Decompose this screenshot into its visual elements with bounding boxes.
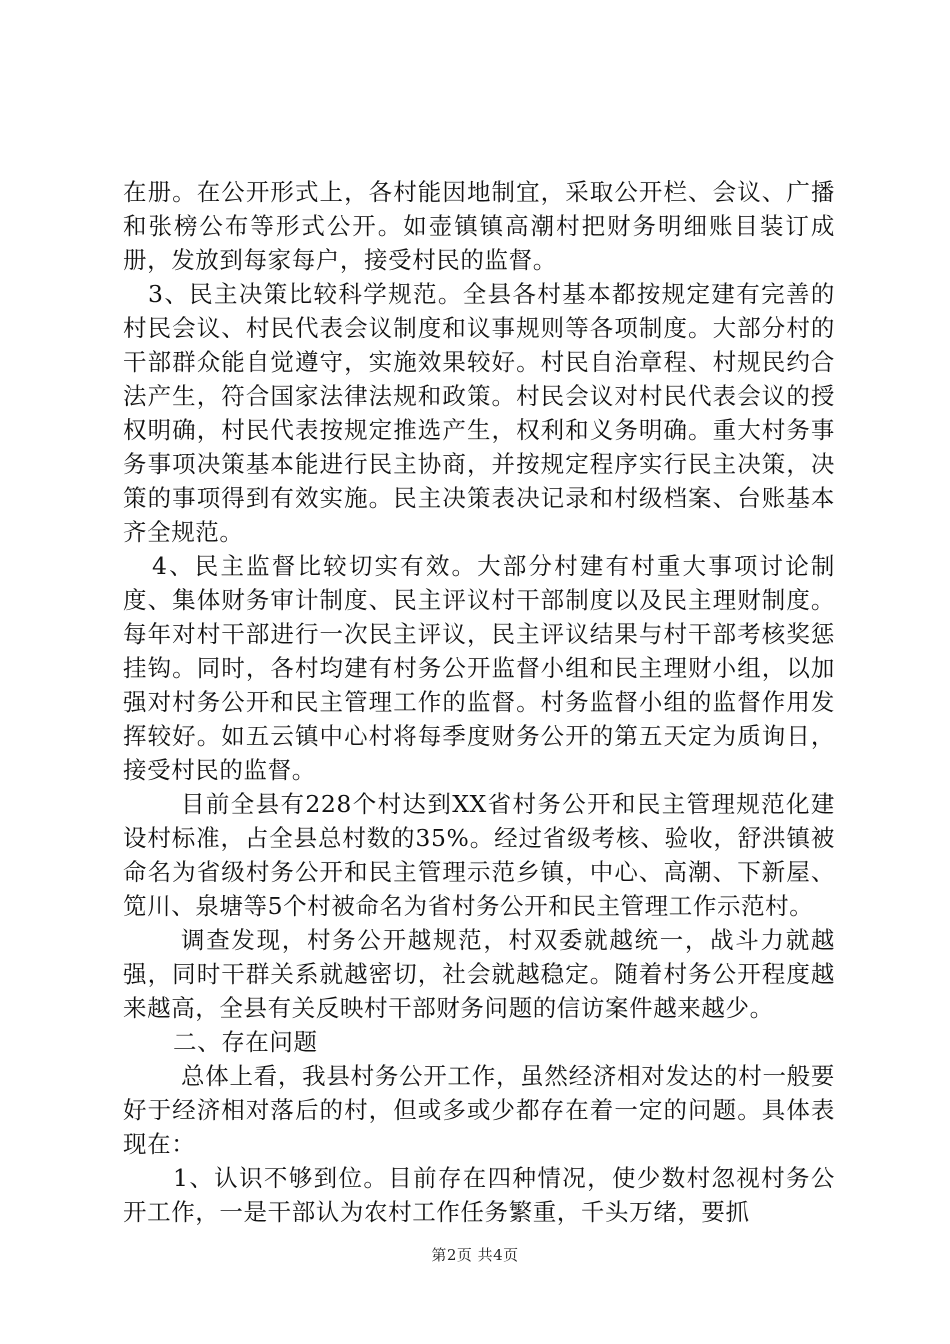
paragraph-publication-forms: 在册。在公开形式上，各村能因地制宜，采取公开栏、会议、广播和张榜公布等形式公开。如壶镇镇高潮村把财务明细账目装订成册，发放到每家每户，接受村民的监督。 xyxy=(123,178,835,274)
paragraph-county-statistics: 目前全县有228个村达到XX省村务公开和民主管理规范化建设村标准，占全县总村数的35%。经过省级考核、验收，舒洪镇被命名为省级村务公开和民主管理示范乡镇，中心、高潮、下新屋、笕川、泉塘等5个村被命名为省村务公开和民主管理工作示范村。 xyxy=(123,790,835,920)
paragraph-survey-findings: 调查发现，村务公开越规范，村双委就越统一，战斗力就越强，同时干群关系就越密切，社会就越稳定。随着村务公开程度越来越高，全县有关反映村干部财务问题的信访案件越来越少。 xyxy=(123,926,835,1022)
section-heading-existing-problems: 二、存在问题 xyxy=(173,1028,318,1056)
paragraph-democratic-decision: 3、民主决策比较科学规范。全县各村基本都按规定建有完善的村民会议、村民代表会议制度和议事规则等各项制度。大部分村的干部群众能自觉遵守，实施效果较好。村民自治章程、村规民约合法产生，符合国家法律法规和政策。村民会议对村民代表会议的授权明确，村民代表按规定推选产生，权利和义务明确。重大村务事务事项决策基本能进行民主协商，并按规定程序实行民主决策，决策的事项得到有效实施。民主决策表决记录和村级档案、台账基本齐全规范。 xyxy=(123,280,835,546)
paragraph-overall-view: 总体上看，我县村务公开工作，虽然经济相对发达的村一般要好于经济相对落后的村，但或多或少都存在着一定的问题。具体表现在： xyxy=(123,1062,835,1158)
paragraph-democratic-supervision: 4、民主监督比较切实有效。大部分村建有村重大事项讨论制度、集体财务审计制度、民主评议村干部制度以及民主理财制度。每年对村干部进行一次民主评议，民主评议结果与村干部考核奖惩挂钩。同时，各村均建有村务公开监督小组和民主理财小组，以加强对村务公开和民主管理工作的监督。村务监督小组的监督作用发挥较好。如五云镇中心村将每季度财务公开的第五天定为质询日，接受村民的监督。 xyxy=(123,552,835,784)
document-body xyxy=(123,175,835,1229)
paragraph-insufficient-awareness: 1、认识不够到位。目前存在四种情况，使少数村忽视村务公开工作，一是干部认为农村工作任务繁重，千头万绪，要抓 xyxy=(123,1164,835,1226)
page-number-footer: 第2页 共4页 xyxy=(431,1246,519,1264)
